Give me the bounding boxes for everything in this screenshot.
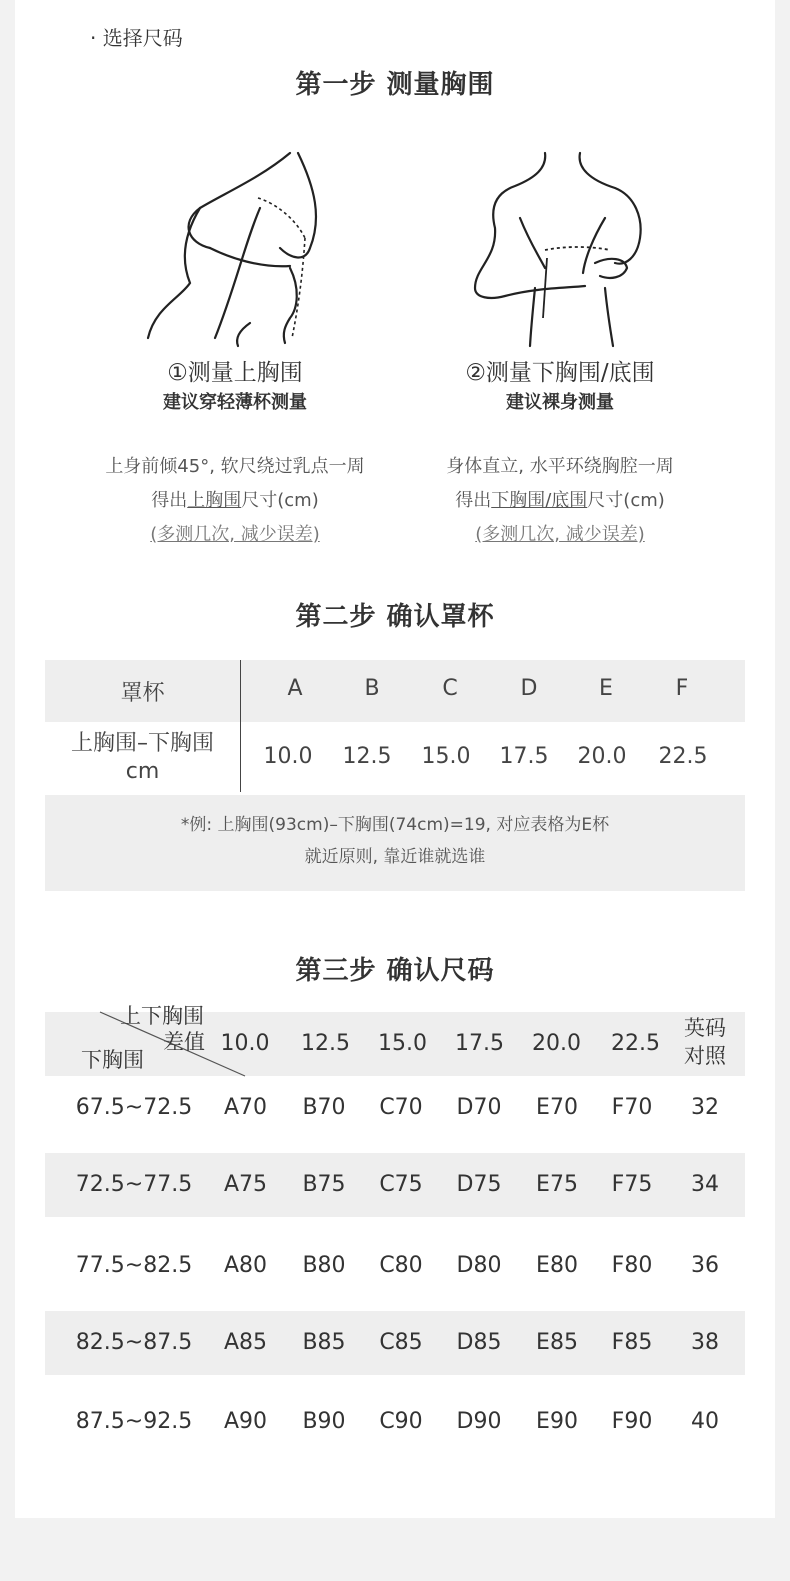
upper-bust-title: ①测量上胸围 [167,360,303,386]
uk-size-cell: 40 [691,1409,719,1434]
size-table-row [45,1234,745,1298]
size-cell: D75 [456,1172,502,1197]
section-label: · 选择尺码 [90,26,183,50]
under-bust-desc-prefix: 得出 [455,490,492,511]
uk-size-header [675,1014,735,1070]
size-diff-header: 22.5 [611,1031,660,1056]
upper-bust-desc-prefix: 得出 [151,490,188,511]
size-cell: B75 [302,1172,346,1197]
step1-title: 第一步 测量胸围 [295,70,495,100]
size-table-row [45,1076,745,1140]
size-diff-header: 20.0 [532,1031,581,1056]
cup-header-cell: A [287,676,303,701]
cup-diff-cell: 22.5 [658,744,708,769]
cup-diff-cell: 12.5 [342,744,392,769]
size-cell: F75 [611,1172,653,1197]
cup-diff-cell: 17.5 [499,744,549,769]
cup-row-label [45,730,240,786]
cup-diff-cell: 20.0 [577,744,627,769]
cup-table-header [45,660,745,722]
cup-table-row [45,722,745,792]
upper-bust-desc-suffix: 尺寸(cm) [241,490,319,511]
size-cell: A85 [223,1330,268,1355]
size-cell: C70 [379,1095,423,1120]
size-table-row [45,1311,745,1375]
size-diff-header: 10.0 [220,1031,270,1056]
cup-table-divider [240,660,241,792]
size-cell: A75 [223,1172,268,1197]
size-cell: E90 [536,1409,578,1434]
size-cell: B85 [302,1330,346,1355]
corner-mid-label: 差值 [163,1030,205,1054]
size-cell: F90 [611,1409,653,1434]
size-cell: C90 [379,1409,423,1434]
size-cell: D85 [456,1330,502,1355]
cup-diff-cell: 15.0 [421,744,471,769]
size-cell: A70 [223,1095,268,1120]
size-diff-header: 15.0 [378,1031,427,1056]
upper-bust-illustration [140,148,330,348]
uk-header-line2: 对照 [684,1044,726,1068]
size-cell: D90 [456,1409,502,1434]
uk-size-cell: 38 [691,1330,719,1355]
under-bust-desc-line2 [405,484,715,518]
size-cell: E85 [536,1330,578,1355]
size-cell: E80 [536,1253,578,1278]
under-bust-subtitle: 建议裸身测量 [506,392,614,413]
under-bust-title: ②测量下胸围/底围 [465,360,655,386]
cup-header-cell: F [675,676,689,701]
size-diff-header: 12.5 [301,1031,350,1056]
upper-bust-desc-line2 [70,484,400,518]
upper-bust-note: (多测几次, 减少误差) [150,524,320,545]
cup-header-cell: B [364,676,380,701]
cup-row-label-line2: cm [125,759,160,784]
under-bust-range: 82.5~87.5 [75,1330,193,1355]
under-bust-desc-underlined: 下胸围/底围 [491,490,588,511]
size-cell: C80 [379,1253,423,1278]
size-cell: D80 [456,1253,502,1278]
cup-header-label: 罩杯 [120,681,165,706]
size-cell: B70 [302,1095,346,1120]
cup-example-note [45,795,745,891]
size-cell: A90 [223,1409,268,1434]
size-cell: F85 [611,1330,653,1355]
cup-header-cell: C [442,676,458,701]
uk-header-line1: 英码 [684,1016,726,1040]
under-bust-range: 77.5~82.5 [75,1253,193,1278]
under-bust-desc-suffix: 尺寸(cm) [587,490,665,511]
size-cell: E70 [536,1095,578,1120]
size-cell: B90 [302,1409,346,1434]
cup-row-label-line1: 上胸围–下胸围 [70,731,214,756]
under-bust-instructions [405,450,715,552]
cup-header-cell: E [599,676,613,701]
cup-diff-cell: 10.0 [263,744,313,769]
size-table-row [45,1153,745,1217]
size-cell: D70 [456,1095,502,1120]
under-bust-range: 72.5~77.5 [75,1172,193,1197]
size-cell: F70 [611,1095,653,1120]
corner-bottom-label: 下胸围 [81,1048,144,1072]
step2-title: 第二步 确认罩杯 [295,602,495,632]
step3-title: 第三步 确认尺码 [295,956,495,986]
uk-size-cell: 32 [691,1095,719,1120]
corner-top-label: 上下胸围 [120,1004,204,1028]
example-line1: *例: 上胸围(93cm)–下胸围(74cm)=19, 对应表格为E杯 [180,815,610,835]
example-line2: 就近原则, 靠近谁就选谁 [304,847,486,867]
size-table-row [45,1390,745,1454]
uk-size-cell: 36 [691,1253,719,1278]
cup-header-cell: D [520,676,538,701]
size-cell: A80 [223,1253,268,1278]
under-bust-desc-line1: 身体直立, 水平环绕胸腔一周 [446,456,674,477]
upper-bust-desc-line1: 上身前倾45°, 软尺绕过乳点一周 [105,456,365,477]
size-cell: C85 [379,1330,423,1355]
upper-bust-subtitle: 建议穿轻薄杯测量 [163,392,307,413]
uk-size-cell: 34 [691,1172,719,1197]
under-bust-illustration [465,148,655,348]
upper-bust-desc-underlined: 上胸围 [187,490,242,511]
size-cell: E75 [536,1172,578,1197]
under-bust-range: 87.5~92.5 [75,1409,193,1434]
size-diff-header: 17.5 [455,1031,504,1056]
size-table-header [45,1004,745,1076]
under-bust-note: (多测几次, 减少误差) [475,524,645,545]
size-cell: C75 [379,1172,423,1197]
under-bust-range: 67.5~72.5 [75,1095,193,1120]
size-cell: F80 [611,1253,653,1278]
size-cell: B80 [302,1253,346,1278]
upper-bust-instructions [70,450,400,552]
